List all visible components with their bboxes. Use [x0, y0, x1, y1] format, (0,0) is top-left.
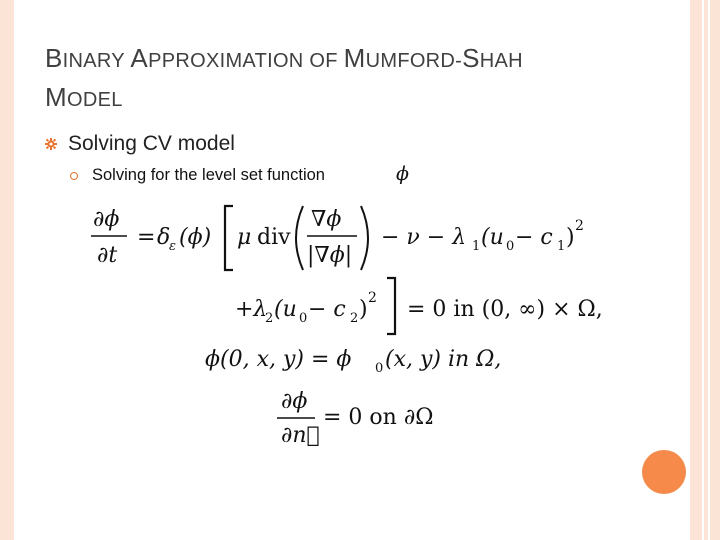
eq1-term1c: )	[566, 225, 575, 250]
eq1b-lambda2-sub: 2	[265, 311, 274, 326]
equation-1	[91, 206, 584, 270]
eq1b-c2-sub: 2	[350, 311, 359, 326]
equation-1-line-2	[235, 278, 603, 334]
title-cap: B	[45, 43, 63, 73]
right-border-line-inner	[708, 0, 710, 540]
title-smallcaps: UMFORD-	[365, 50, 463, 72]
eq1-term1: (u	[481, 225, 504, 250]
title-line-2	[45, 79, 665, 118]
eq1b-plus-lambda: +λ	[235, 297, 268, 322]
title-smallcaps: PPROXIMATION OF	[148, 50, 344, 72]
eq1-mu: μ	[237, 225, 252, 250]
right-border-line	[702, 0, 704, 540]
eq2-main: ϕ(0, x, y) = ϕ	[205, 347, 352, 372]
eq1-lhs-numerator: ∂ϕ	[93, 207, 120, 232]
title-cap: A	[130, 43, 149, 73]
bullet-level-1	[45, 132, 235, 156]
eq1b-term: (u	[274, 297, 297, 322]
equation-2	[205, 347, 501, 376]
slide-title	[45, 40, 665, 118]
left-decorative-border	[0, 0, 14, 540]
eq1b-term-c: )	[359, 297, 368, 322]
eq2-tail: (x, y) in Ω,	[385, 347, 502, 372]
bullet-level-2	[70, 166, 325, 185]
eq3-numerator: ∂ϕ	[281, 389, 308, 414]
eq1b-term-b: − c	[308, 297, 346, 322]
title-smallcaps: INARY	[62, 50, 131, 72]
title-cap: S	[462, 43, 480, 73]
decorative-circle	[642, 450, 686, 494]
eq2-sub: 0	[375, 361, 384, 376]
eq1-grad-denominator: |∇ϕ|	[307, 243, 353, 268]
eq1-power: 2	[575, 218, 584, 234]
title-cap: M	[45, 82, 67, 112]
eq3-denominator: ∂n⃗	[281, 423, 320, 448]
title-line-1	[45, 40, 665, 79]
title-cap: M	[343, 43, 366, 73]
eq1-delta: δ	[157, 225, 171, 250]
eq1-div: div	[257, 225, 291, 250]
eq3-tail: = 0 on ∂Ω	[323, 405, 434, 430]
eq1-grad-numerator: ∇ϕ	[311, 207, 342, 232]
eq1-delta-sub: ε	[169, 239, 176, 254]
title-smallcaps: HAH	[479, 50, 523, 72]
eq1-minus-nu: − ν − λ	[381, 225, 467, 250]
phi-symbol: ϕ	[396, 163, 409, 185]
eq1b-u0-sub: 0	[299, 311, 308, 326]
eq1-lambda1-sub: 1	[472, 239, 481, 254]
eq1-term1b: − c	[515, 225, 553, 250]
bullet-1-text: Solving CV model	[68, 132, 235, 155]
eq1-u0-sub: 0	[506, 239, 515, 254]
eq1-c1-sub: 1	[557, 239, 566, 254]
eq1b-tail: = 0 in (0, ∞) × Ω,	[407, 297, 603, 322]
eq1-equals: =	[137, 225, 156, 250]
equations-block	[85, 196, 625, 456]
circle-bullet-icon	[70, 172, 78, 180]
right-decorative-border	[690, 0, 720, 540]
equation-3	[277, 389, 433, 448]
title-smallcaps: ODEL	[66, 89, 123, 111]
eq1b-power: 2	[368, 290, 377, 306]
eq1-phi-arg: (ϕ)	[179, 225, 212, 250]
bullet-2-text: Solving for the level set function	[92, 166, 325, 184]
gear-bullet-icon	[45, 138, 57, 150]
eq1-lhs-denominator: ∂t	[97, 243, 118, 268]
